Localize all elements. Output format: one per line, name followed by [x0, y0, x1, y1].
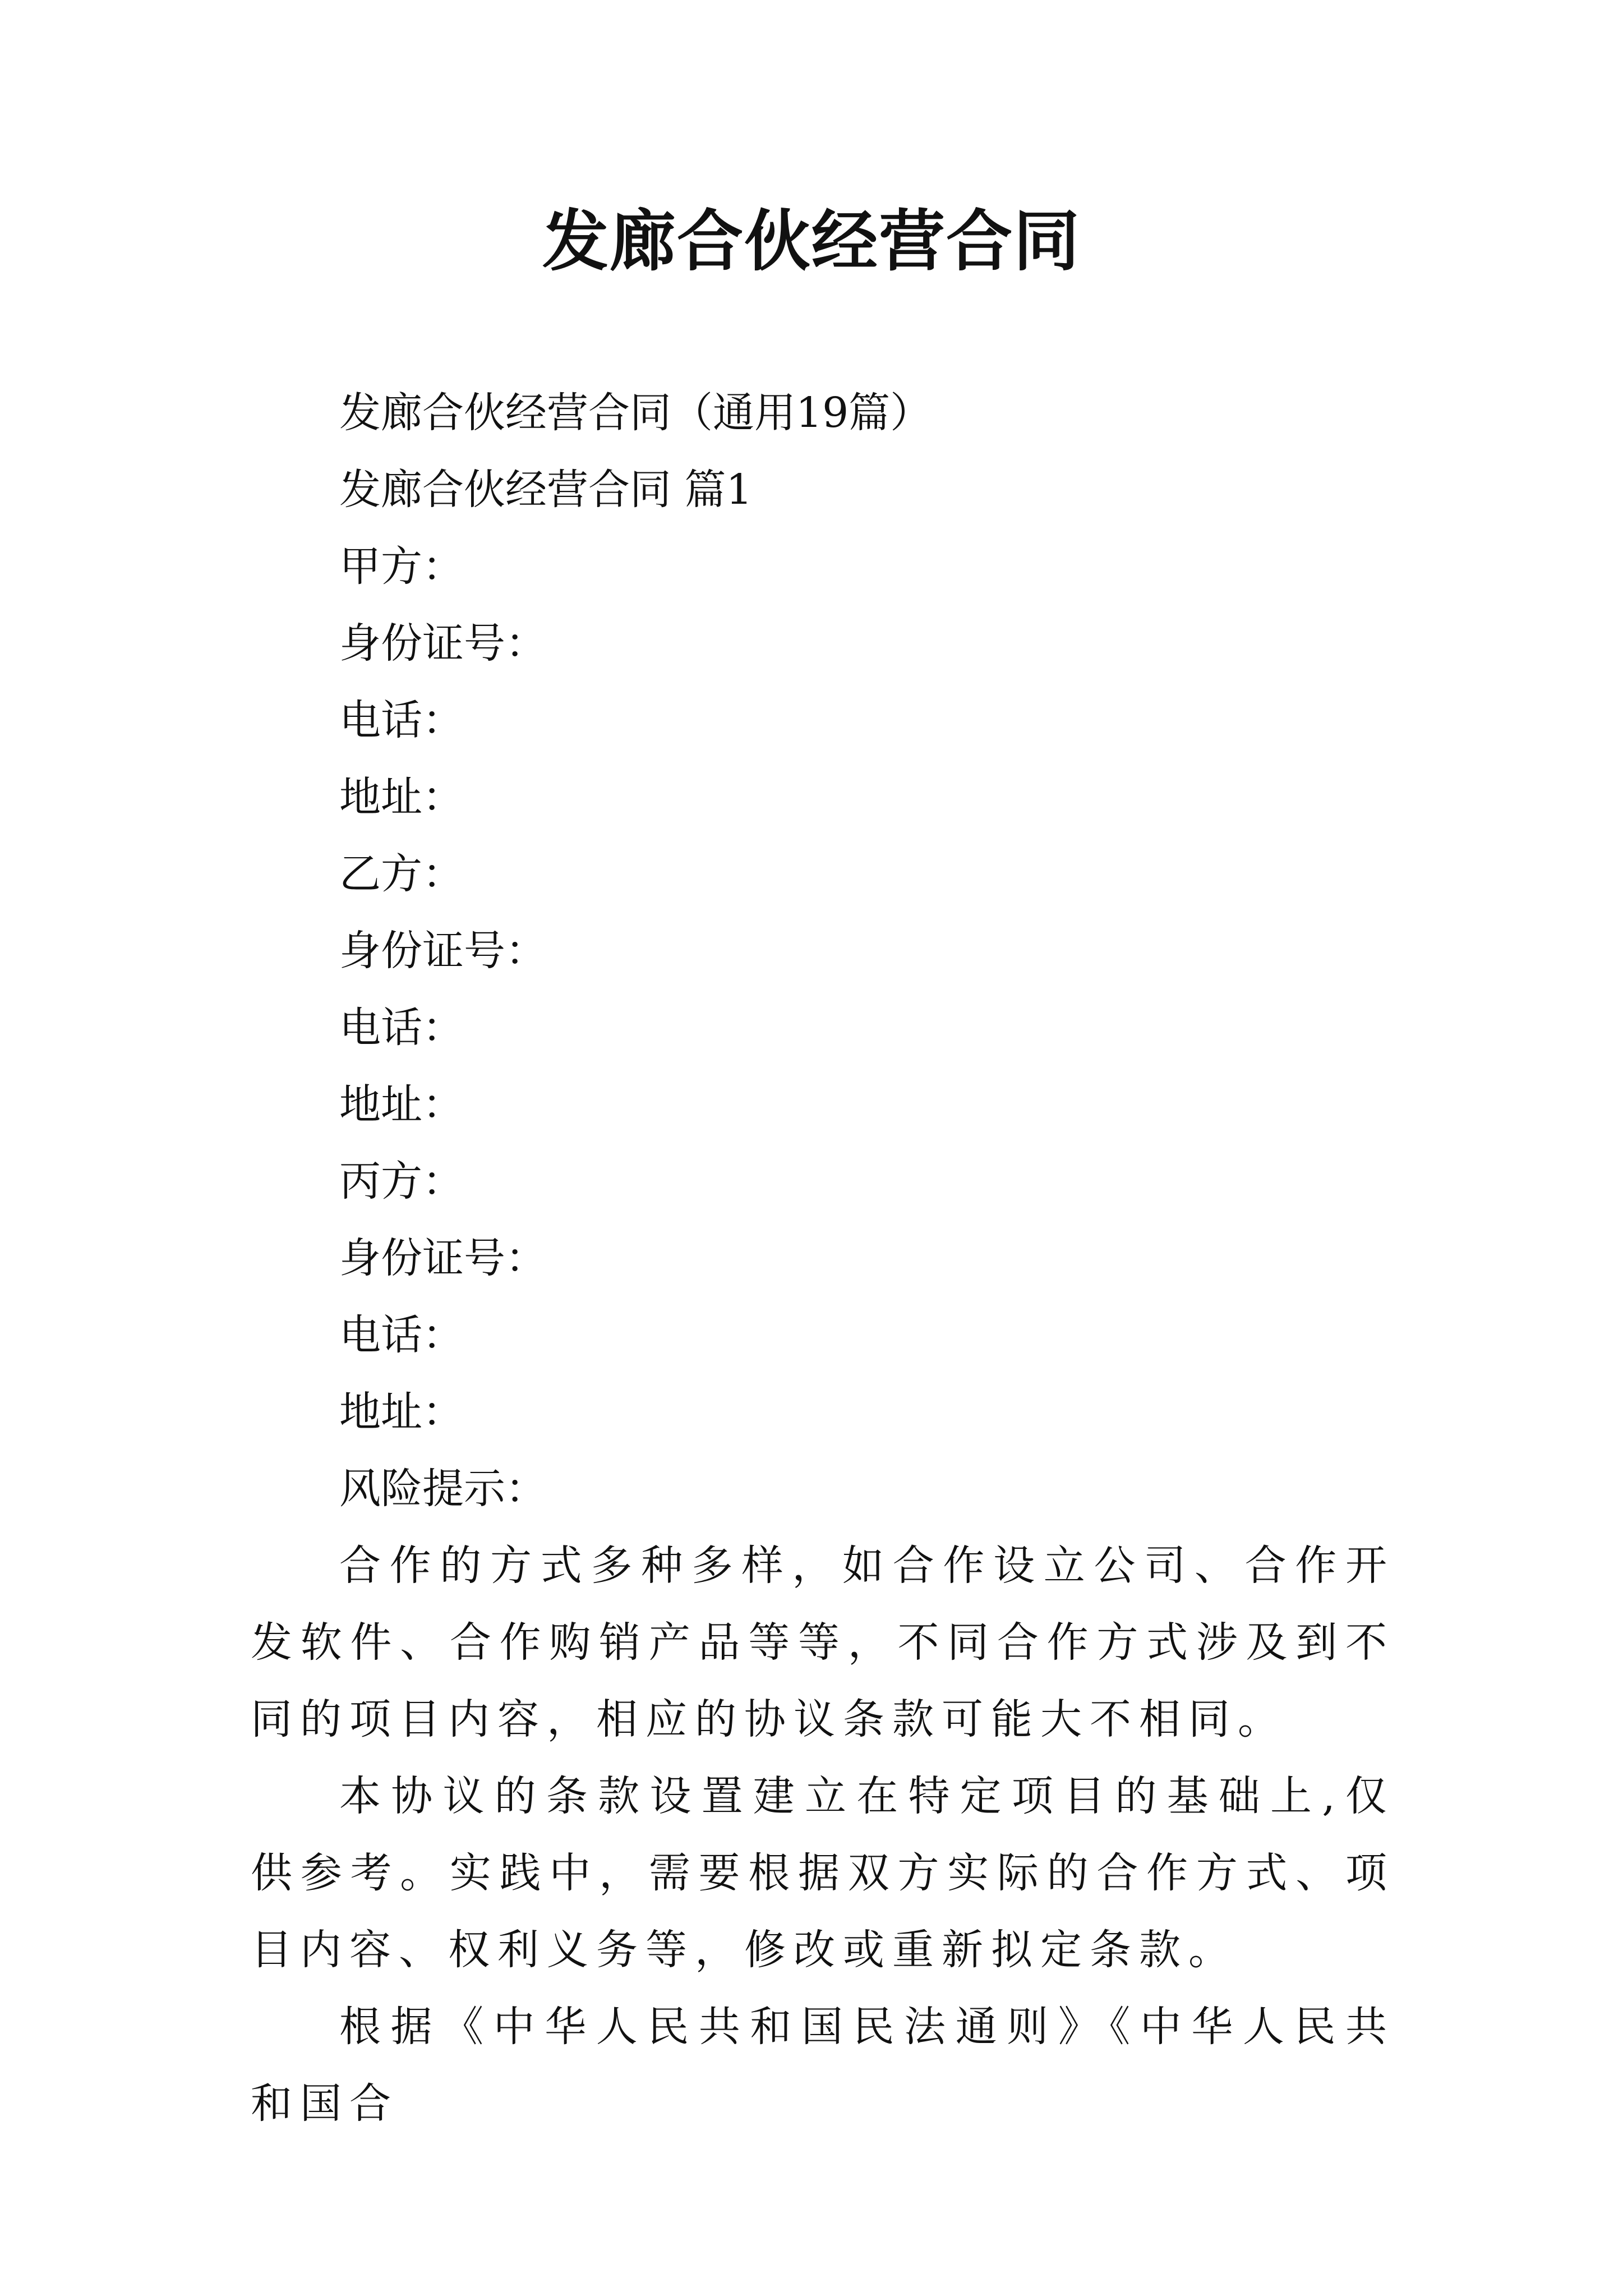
risk-notice-label: 风险提示：: [339, 1465, 547, 1513]
document-title: 发廊合伙经营合同: [542, 202, 1081, 280]
party-c-phone-label: 电话：: [339, 1311, 464, 1359]
party-a-id-label: 身份证号：: [339, 619, 547, 668]
party-c-id-label: 身份证号：: [339, 1234, 547, 1282]
party-c-label: 丙方：: [339, 1157, 464, 1205]
paragraph-legal-basis: 根据《中华人民共和国民法通则》《中华人民共和国合: [251, 2003, 1395, 2128]
paragraph-reference-note: 本协议的条款设置建立在特定项目的基础上,仅供参考。实践中，需要根据双方实际的合作方式、项目内容、权利义务等，修改或重新拟定条款。: [251, 1772, 1395, 1974]
party-b-label: 乙方：: [339, 850, 464, 898]
paragraph-cooperation-methods: 合作的方式多种多样，如合作设立公司、合作开发软件、合作购销产品等等，不同合作方式涉及到不同的项目内容，相应的协议条款可能大不相同。: [251, 1542, 1395, 1743]
document-body: [251, 375, 1395, 2142]
party-a-label: 甲方：: [339, 542, 464, 591]
party-b-phone-label: 电话：: [339, 1004, 464, 1052]
party-a-address-label: 地址：: [339, 773, 464, 821]
subtitle-line: 发廊合伙经营合同（通用19篇）: [339, 389, 932, 437]
section-heading: 发廊合伙经营合同 篇1: [339, 466, 753, 514]
party-b-id-label: 身份证号：: [339, 927, 547, 975]
party-c-address-label: 地址：: [339, 1388, 464, 1436]
party-a-phone-label: 电话：: [339, 696, 464, 744]
party-b-address-label: 地址：: [339, 1080, 464, 1129]
